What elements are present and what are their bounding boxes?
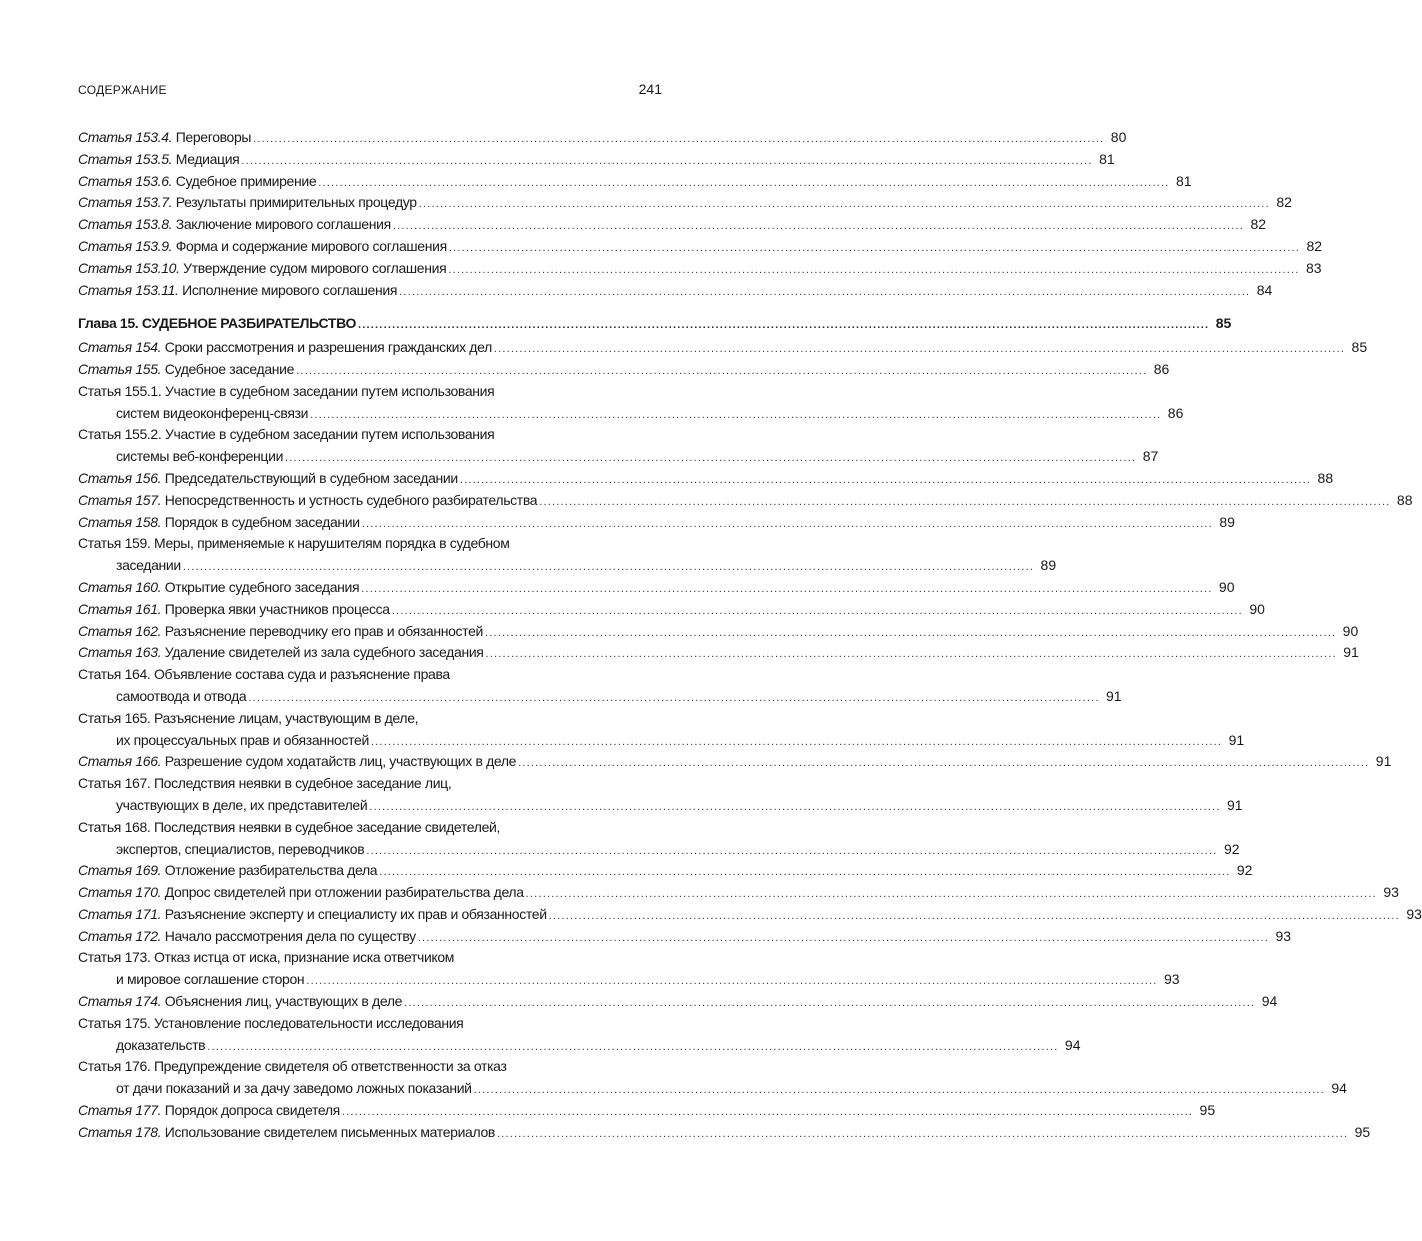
article-title: Результаты примирительных процедур bbox=[175, 194, 417, 211]
leader-dots bbox=[366, 841, 1217, 863]
toc-line bbox=[78, 817, 662, 839]
leader-dots bbox=[342, 1102, 1193, 1124]
toc-text bbox=[78, 642, 484, 664]
article-number: Статья 168. bbox=[78, 818, 151, 835]
toc-article bbox=[78, 991, 1278, 1013]
toc-page-number: 80 bbox=[1110, 129, 1127, 145]
toc-page-number: 81 bbox=[1099, 150, 1115, 167]
article-number: Статья 174. bbox=[78, 993, 162, 1010]
article-title: Разъяснение переводчику его прав и обязанностей bbox=[164, 622, 483, 639]
toc-article bbox=[78, 599, 1265, 621]
chapter-title: Глава 15. СУДЕБНОЕ РАЗБИРАТЕЛЬСТВО bbox=[78, 315, 357, 332]
article-title: Утверждение судом мирового соглашения bbox=[183, 259, 447, 276]
article-number: Статья 155. bbox=[78, 360, 162, 377]
toc-article bbox=[78, 708, 1245, 752]
toc-text bbox=[78, 1100, 340, 1122]
article-title: Непосредственность и устность судебного разбирательства bbox=[164, 491, 538, 508]
article-title: Судебное примирение bbox=[175, 172, 317, 189]
article-title: Разъяснение эксперту и специалисту их прав и обязанностей bbox=[164, 905, 547, 922]
toc-article bbox=[78, 533, 1057, 577]
toc-text bbox=[78, 882, 524, 904]
article-title-continued: их процессуальных прав и обязанностей bbox=[116, 731, 369, 748]
leader-dots bbox=[310, 405, 1161, 427]
article-number: Статья 156. bbox=[78, 469, 162, 486]
toc-text bbox=[78, 280, 397, 302]
leader-dots bbox=[419, 194, 1270, 216]
toc-article bbox=[78, 882, 1399, 904]
toc-page-number: 95 bbox=[1354, 1123, 1371, 1140]
toc-line bbox=[78, 490, 1413, 512]
toc-article bbox=[78, 214, 1267, 236]
toc-text bbox=[78, 926, 416, 948]
leader-dots bbox=[183, 557, 1034, 579]
toc-line bbox=[78, 192, 1292, 214]
toc-line bbox=[78, 642, 1359, 664]
leader-dots bbox=[404, 993, 1255, 1015]
toc-article bbox=[78, 1100, 1216, 1122]
leader-dots bbox=[448, 260, 1299, 282]
toc-line bbox=[78, 1122, 1371, 1144]
toc-line-continued bbox=[78, 686, 1122, 708]
article-title-continued: доказательств bbox=[116, 1036, 206, 1053]
toc-page-number: 91 bbox=[1343, 644, 1359, 661]
leader-dots bbox=[253, 129, 1104, 151]
toc-page-number: 94 bbox=[1261, 993, 1278, 1010]
toc-text bbox=[78, 468, 458, 490]
article-title: Объявление состава суда и разъяснение права bbox=[153, 666, 450, 683]
toc-article bbox=[78, 947, 1180, 991]
toc-page-number: 85 bbox=[1351, 339, 1368, 356]
leader-dots bbox=[306, 971, 1157, 993]
toc-article bbox=[78, 642, 1359, 664]
toc-page-number: 88 bbox=[1396, 491, 1413, 508]
article-title: Порядок допроса свидетеля bbox=[164, 1102, 340, 1119]
article-number: Статья 153.7. bbox=[78, 194, 173, 211]
toc-chapter bbox=[78, 313, 1232, 335]
toc-page-number: 86 bbox=[1167, 404, 1184, 421]
toc-page-number: 93 bbox=[1406, 905, 1422, 922]
article-number: Статья 177. bbox=[78, 1102, 162, 1119]
article-title: Отказ истца от иска, признание иска ответчиком bbox=[153, 949, 455, 966]
toc-line bbox=[78, 236, 1323, 258]
toc-article bbox=[78, 337, 1368, 359]
toc-text bbox=[78, 171, 316, 193]
toc-page-number: 90 bbox=[1249, 600, 1265, 617]
article-number: Статья 161. bbox=[78, 600, 162, 617]
article-number: Статья 153.9. bbox=[78, 237, 173, 254]
article-number: Статья 153.11. bbox=[78, 281, 179, 298]
leader-dots bbox=[474, 1080, 1325, 1102]
article-number: Статья 170. bbox=[78, 884, 162, 901]
toc-line bbox=[78, 947, 662, 969]
toc-line bbox=[78, 313, 1232, 335]
toc-line bbox=[78, 904, 1422, 926]
toc-line-continued bbox=[78, 839, 1240, 861]
leader-dots bbox=[486, 644, 1337, 666]
toc-page-number: 92 bbox=[1223, 840, 1240, 857]
running-title: СОДЕРЖАНИЕ bbox=[78, 83, 167, 97]
toc-page-number: 95 bbox=[1199, 1102, 1216, 1119]
toc-line-continued bbox=[78, 795, 1243, 817]
toc-article bbox=[78, 490, 1413, 512]
toc-line-continued bbox=[78, 1078, 1347, 1100]
article-title: Судебное заседание bbox=[164, 360, 295, 377]
article-title-continued: от дачи показаний и за дачу заведомо ложных показаний bbox=[116, 1080, 472, 1097]
article-title: Последствия неявки в судебное заседание свидетелей, bbox=[153, 818, 501, 835]
toc-line bbox=[78, 926, 1292, 948]
toc-line-continued bbox=[78, 1035, 1081, 1057]
toc-line bbox=[78, 214, 1267, 236]
toc-article bbox=[78, 359, 1170, 381]
article-number: Статья 178. bbox=[78, 1123, 162, 1140]
toc-page-number: 83 bbox=[1305, 259, 1322, 276]
toc-line bbox=[78, 664, 662, 686]
toc-line bbox=[78, 280, 1273, 302]
toc-line-continued bbox=[78, 555, 1057, 577]
toc-article bbox=[78, 664, 1122, 708]
article-number: Статья 164. bbox=[78, 666, 151, 683]
article-number: Статья 157. bbox=[78, 491, 162, 508]
toc-line-continued bbox=[78, 969, 1180, 991]
leader-dots bbox=[361, 579, 1212, 601]
article-title-continued: участвующих в деле, их представителей bbox=[116, 796, 368, 813]
toc-line bbox=[78, 381, 662, 403]
toc-line bbox=[78, 773, 662, 795]
toc-page-number: 86 bbox=[1153, 360, 1170, 377]
article-number: Статья 165. bbox=[78, 709, 151, 726]
article-title: Участие в судебном заседании путем использования bbox=[164, 382, 495, 399]
article-title-continued: экспертов, специалистов, переводчиков bbox=[116, 840, 365, 857]
toc-article bbox=[78, 171, 1192, 193]
toc-page-number: 92 bbox=[1236, 862, 1253, 879]
toc-line bbox=[78, 1013, 662, 1035]
toc-article bbox=[78, 751, 1392, 773]
toc-page-number: 94 bbox=[1331, 1080, 1347, 1097]
leader-dots bbox=[371, 732, 1222, 754]
article-title: Отложение разбирательства дела bbox=[164, 862, 378, 879]
article-title-continued: заседании bbox=[116, 557, 181, 574]
leader-dots bbox=[318, 173, 1169, 195]
toc-article bbox=[78, 236, 1323, 258]
toc-text bbox=[78, 512, 360, 534]
toc-line bbox=[78, 337, 1368, 359]
toc-page-number: 91 bbox=[1226, 796, 1243, 813]
toc-line bbox=[78, 751, 1392, 773]
toc-line bbox=[78, 533, 662, 555]
toc-page-number: 93 bbox=[1163, 971, 1180, 988]
toc-line bbox=[78, 171, 1192, 193]
toc-line bbox=[78, 882, 1399, 904]
article-title: Председательствующий в судебном заседании bbox=[164, 469, 458, 486]
leader-dots bbox=[497, 1124, 1348, 1146]
toc-page-number: 82 bbox=[1276, 194, 1292, 211]
toc-page-number: 90 bbox=[1342, 622, 1359, 639]
article-title: Меры, применяемые к нарушителям порядка в судебном bbox=[153, 535, 510, 552]
toc-line bbox=[78, 359, 1170, 381]
leader-dots bbox=[485, 623, 1336, 645]
toc-article bbox=[78, 149, 1115, 171]
toc-text bbox=[78, 621, 483, 643]
toc-text bbox=[78, 599, 390, 621]
article-title: Заключение мирового соглашения bbox=[175, 216, 391, 233]
leader-dots bbox=[549, 906, 1400, 928]
article-title: Разъяснение лицам, участвующим в деле, bbox=[153, 709, 419, 726]
article-number: Статья 153.4. bbox=[78, 129, 173, 145]
toc-text bbox=[78, 751, 516, 773]
article-title: Открытие судебного заседания bbox=[164, 578, 360, 595]
toc-text bbox=[78, 337, 492, 359]
toc-article bbox=[78, 621, 1359, 643]
article-number: Статья 160. bbox=[78, 578, 162, 595]
toc-page-number: 82 bbox=[1306, 237, 1323, 254]
leader-dots bbox=[460, 470, 1311, 492]
toc-text bbox=[78, 904, 547, 926]
article-title: Объяснения лиц, участвующих в деле bbox=[164, 993, 403, 1010]
toc-article bbox=[78, 773, 1243, 817]
toc-article bbox=[78, 577, 1235, 599]
toc-line-continued bbox=[78, 403, 1184, 425]
toc-page-number: 91 bbox=[1375, 753, 1392, 770]
toc-article bbox=[78, 926, 1292, 948]
leader-dots bbox=[369, 797, 1220, 819]
article-title: Использование свидетелем письменных материалов bbox=[164, 1123, 495, 1140]
toc-page-number: 85 bbox=[1215, 315, 1232, 332]
toc-page-number: 88 bbox=[1317, 469, 1334, 486]
toc-line bbox=[78, 512, 1235, 534]
leader-dots bbox=[241, 151, 1092, 173]
article-title: Исполнение мирового соглашения bbox=[182, 281, 398, 298]
toc-line-continued bbox=[78, 730, 1245, 752]
article-number: Статья 169. bbox=[78, 862, 162, 879]
toc-page-number: 84 bbox=[1256, 281, 1273, 298]
leader-dots bbox=[393, 216, 1244, 238]
article-number: Статья 175. bbox=[78, 1014, 151, 1031]
article-title-continued: систем видеоконференц-связи bbox=[116, 404, 309, 421]
article-title: Порядок в судебном заседании bbox=[164, 513, 360, 530]
toc-line bbox=[78, 127, 1127, 149]
toc-text bbox=[78, 860, 377, 882]
article-title: Медиация bbox=[175, 150, 240, 167]
leader-dots bbox=[518, 753, 1369, 775]
toc-line bbox=[78, 258, 1322, 280]
toc-article bbox=[78, 1013, 1081, 1057]
leader-dots bbox=[296, 361, 1147, 383]
leader-dots bbox=[358, 315, 1209, 337]
toc-text bbox=[78, 127, 251, 149]
article-title: Удаление свидетелей из зала судебного заседания bbox=[164, 644, 484, 661]
toc-article bbox=[78, 904, 1422, 926]
toc-page-number: 82 bbox=[1250, 216, 1267, 233]
article-number: Статья 155.2. bbox=[78, 426, 162, 443]
toc-page-number: 91 bbox=[1106, 687, 1122, 704]
toc-line bbox=[78, 468, 1334, 490]
toc-text bbox=[78, 149, 239, 171]
toc-article bbox=[78, 381, 1184, 425]
leader-dots bbox=[379, 862, 1230, 884]
toc-text bbox=[78, 490, 537, 512]
toc-article bbox=[78, 512, 1235, 534]
toc-article bbox=[78, 424, 1159, 468]
table-of-contents bbox=[78, 127, 1422, 1144]
toc-text bbox=[78, 258, 446, 280]
article-title-continued: системы веб-конференции bbox=[116, 448, 284, 465]
article-number: Статья 172. bbox=[78, 927, 162, 944]
toc-article bbox=[78, 1122, 1371, 1144]
toc-page-number: 87 bbox=[1142, 448, 1159, 465]
leader-dots bbox=[285, 448, 1136, 470]
toc-page-number: 81 bbox=[1175, 172, 1192, 189]
toc-text bbox=[78, 991, 402, 1013]
toc-line bbox=[78, 1056, 662, 1078]
toc-article bbox=[78, 127, 1127, 149]
toc-line bbox=[78, 621, 1359, 643]
toc-page-number: 89 bbox=[1219, 513, 1235, 530]
leader-dots bbox=[526, 884, 1377, 906]
article-number: Статья 171. bbox=[78, 905, 162, 922]
article-number: Статья 154. bbox=[78, 339, 162, 356]
article-title: Участие в судебном заседании путем использования bbox=[164, 426, 495, 443]
toc-line bbox=[78, 599, 1265, 621]
toc-page-number: 94 bbox=[1064, 1036, 1081, 1053]
page-number: 241 bbox=[638, 81, 662, 97]
toc-line bbox=[78, 708, 662, 730]
article-number: Статья 158. bbox=[78, 513, 162, 530]
article-number: Статья 153.5. bbox=[78, 150, 173, 167]
article-number: Статья 173. bbox=[78, 949, 151, 966]
article-number: Статья 159. bbox=[78, 535, 151, 552]
toc-article bbox=[78, 860, 1253, 882]
toc-text bbox=[78, 577, 359, 599]
toc-line bbox=[78, 860, 1253, 882]
article-title: Предупреждение свидетеля об ответственности за отказ bbox=[153, 1058, 507, 1075]
toc-article bbox=[78, 1056, 1347, 1100]
leader-dots bbox=[392, 601, 1243, 623]
article-title: Сроки рассмотрения и разрешения гражданских дел bbox=[164, 339, 492, 356]
article-title-continued: и мировое соглашение сторон bbox=[116, 971, 305, 988]
toc-page-number: 91 bbox=[1228, 731, 1245, 748]
toc-page-number: 90 bbox=[1218, 578, 1235, 595]
toc-text bbox=[78, 236, 447, 258]
leader-dots bbox=[449, 238, 1300, 260]
article-title: Разрешение судом ходатайств лиц, участвующих в деле bbox=[164, 753, 517, 770]
leader-dots bbox=[418, 928, 1269, 950]
article-title: Установление последовательности исследования bbox=[153, 1014, 464, 1031]
leader-dots bbox=[248, 688, 1099, 710]
toc-article bbox=[78, 258, 1322, 280]
leader-dots bbox=[494, 339, 1345, 361]
toc-line bbox=[78, 1100, 1216, 1122]
toc-article bbox=[78, 817, 1240, 861]
article-title: Последствия неявки в судебное заседание лиц, bbox=[153, 775, 452, 792]
article-title: Начало рассмотрения дела по существу bbox=[164, 927, 416, 944]
article-number: Статья 155.1. bbox=[78, 382, 162, 399]
article-number: Статья 176. bbox=[78, 1058, 151, 1075]
article-title: Переговоры bbox=[175, 129, 252, 145]
toc-article bbox=[78, 192, 1292, 214]
toc-line bbox=[78, 577, 1235, 599]
toc-text bbox=[78, 1122, 495, 1144]
article-number: Статья 166. bbox=[78, 753, 162, 770]
article-title: Форма и содержание мирового соглашения bbox=[175, 237, 447, 254]
toc-page-number: 89 bbox=[1040, 557, 1057, 574]
toc-text bbox=[78, 359, 294, 381]
toc-page-number: 93 bbox=[1383, 884, 1399, 901]
article-title: Проверка явки участников процесса bbox=[164, 600, 390, 617]
toc-text bbox=[78, 214, 391, 236]
article-number: Статья 153.8. bbox=[78, 216, 173, 233]
leader-dots bbox=[399, 282, 1250, 304]
article-number: Статья 163. bbox=[78, 644, 162, 661]
toc-text bbox=[78, 192, 417, 214]
article-title: Допрос свидетелей при отложении разбирательства дела bbox=[164, 884, 524, 901]
toc-article bbox=[78, 280, 1273, 302]
article-number: Статья 167. bbox=[78, 775, 151, 792]
article-number: Статья 162. bbox=[78, 622, 162, 639]
page-header bbox=[78, 81, 662, 101]
leader-dots bbox=[207, 1037, 1058, 1059]
article-number: Статья 153.6. bbox=[78, 172, 173, 189]
leader-dots bbox=[362, 514, 1213, 536]
toc-article bbox=[78, 468, 1334, 490]
toc-line bbox=[78, 149, 1115, 171]
article-title-continued: самоотвода и отвода bbox=[116, 687, 247, 704]
article-number: Статья 153.10. bbox=[78, 259, 180, 276]
leader-dots bbox=[539, 492, 1390, 514]
toc-line bbox=[78, 991, 1278, 1013]
toc-line-continued bbox=[78, 446, 1159, 468]
toc-page-number: 93 bbox=[1275, 927, 1292, 944]
toc-line bbox=[78, 424, 662, 446]
